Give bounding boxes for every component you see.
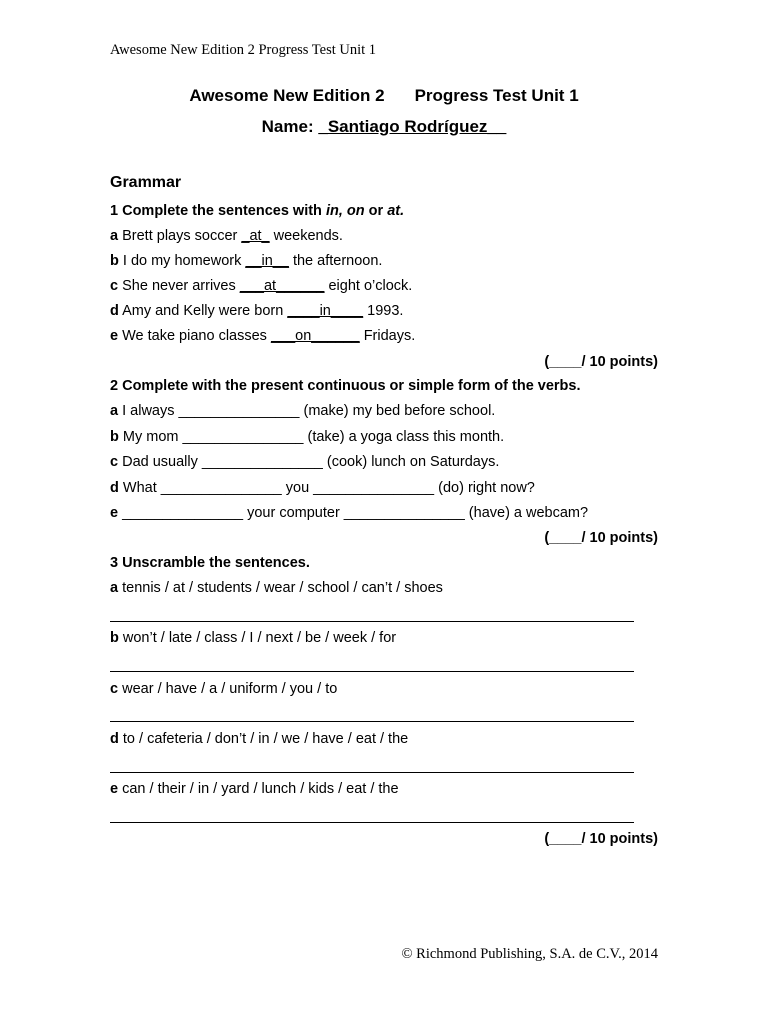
- answer-blank: _at_: [241, 228, 270, 244]
- q2-item-c: c Dad usually _______________ (cook) lunch on Saturdays.: [110, 454, 500, 470]
- q1-points: (____/ 10 points): [544, 354, 658, 370]
- q3-item-a: a tennis / at / students / wear / school / can’t / shoes: [110, 580, 443, 596]
- q1-item-d: d Amy and Kelly were born ____in____ 1993.: [110, 303, 404, 319]
- name-value: _Santiago Rodríguez__: [318, 117, 507, 136]
- q1-instruction: 1 Complete the sentences with in, on or at.: [110, 203, 405, 219]
- answer-line: [110, 822, 634, 823]
- answer-line: [110, 621, 634, 622]
- q1-item-a: a Brett plays soccer _at_ weekends.: [110, 228, 343, 244]
- q3-instruction: 3 Unscramble the sentences.: [110, 555, 310, 571]
- q2-item-e: e _______________ your computer _______________ (have) a webcam?: [110, 505, 589, 521]
- answer-blank: __in__: [245, 253, 289, 269]
- q2-item-b: b My mom _______________ (take) a yoga class this month.: [110, 429, 505, 445]
- running-header: Awesome New Edition 2 Progress Test Unit 1: [110, 42, 377, 58]
- q3-item-c: c wear / have / a / uniform / you / to: [110, 681, 338, 697]
- q2-points: (____/ 10 points): [544, 530, 658, 546]
- answer-line: [110, 721, 634, 722]
- q2-instruction: 2 Complete with the present continuous or simple form of the verbs.: [110, 378, 581, 394]
- q2-item-a: a I always _______________ (make) my bed before school.: [110, 403, 496, 419]
- document-title: [0, 86, 768, 106]
- q1-item-b: b I do my homework __in__ the afternoon.: [110, 253, 383, 269]
- q3-item-b: b won’t / late / class / I / next / be / week / for: [110, 630, 397, 646]
- q3-item-d: d to / cafeteria / don’t / in / we / have / eat / the: [110, 731, 409, 747]
- title-book: Awesome New Edition 2: [189, 86, 385, 105]
- student-name-line: [0, 117, 768, 137]
- q1-item-e: e We take piano classes ___on______ Fridays.: [110, 328, 416, 344]
- q3-points: (____/ 10 points): [544, 831, 658, 847]
- answer-line: [110, 671, 634, 672]
- answer-blank: ___on______: [270, 328, 360, 344]
- q3-item-e: e can / their / in / yard / lunch / kids / eat / the: [110, 781, 399, 797]
- name-label: Name:: [261, 117, 314, 136]
- copyright-footer: © Richmond Publishing, S.A. de C.V., 2014: [401, 946, 658, 962]
- title-test: Progress Test Unit 1: [414, 86, 579, 105]
- section-heading: Grammar: [110, 174, 182, 191]
- q2-item-d: d What _______________ you _______________ (do) right now?: [110, 480, 535, 496]
- answer-line: [110, 772, 634, 773]
- q1-item-c: c She never arrives ___at______ eight o’clock.: [110, 278, 413, 294]
- answer-blank: ___at______: [239, 278, 325, 294]
- answer-blank: ____in____: [287, 303, 364, 319]
